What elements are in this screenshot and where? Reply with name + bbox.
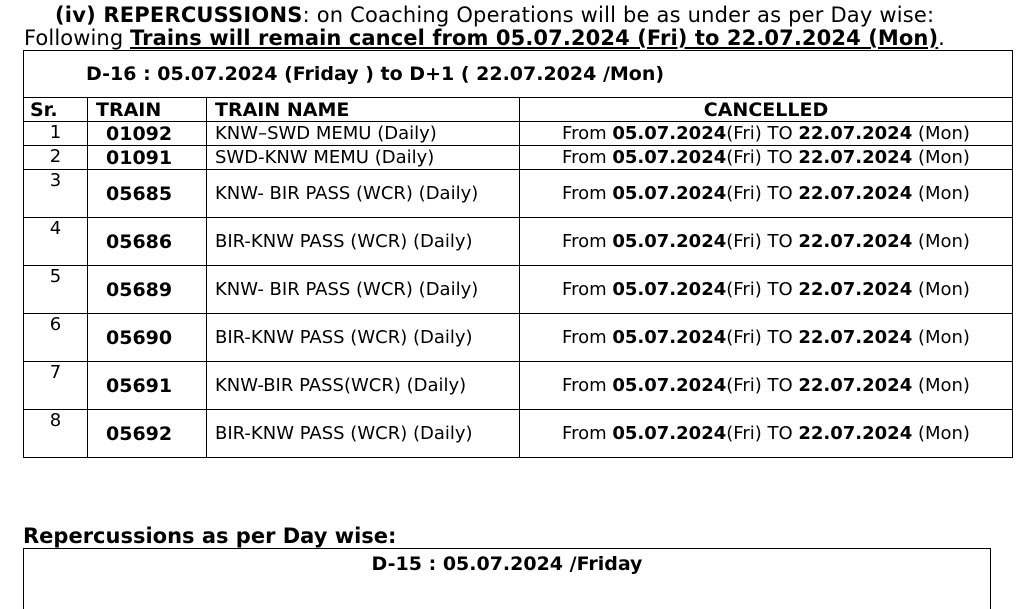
table-body [24,122,1013,458]
cell-sr: 8 [24,410,88,458]
cell-sr: 4 [24,218,88,266]
cell-cancelled [520,314,1013,362]
section-heading-rest: : on Coaching Operations will be as under as per Day wise: [302,3,935,27]
cancel-end-date: 22.07.2024 [798,123,913,144]
cell-train-number: 05686 [88,218,207,266]
table-row [24,362,1013,410]
cancel-end-day: (Mon) [912,279,970,300]
cell-train-name: KNW- BIR PASS (WCR) (Daily) [207,170,520,218]
day-wise-title: Repercussions as per Day wise: [23,524,397,548]
cell-cancelled [520,170,1013,218]
cell-sr: 5 [24,266,88,314]
col-header-train: TRAIN [88,98,207,122]
cell-sr: 1 [24,122,88,146]
cell-train-name: BIR-KNW PASS (WCR) (Daily) [207,410,520,458]
cancellation-table [23,50,1013,458]
cancel-end-day: (Mon) [912,327,970,348]
cancel-from: From [562,423,613,444]
cell-train-number: 05685 [88,170,207,218]
cancel-start-date: 05.07.2024 [612,279,727,300]
cancel-from: From [562,183,613,204]
cell-train-number: 05691 [88,362,207,410]
cancel-start-date: 05.07.2024 [612,231,727,252]
cancel-from: From [562,375,613,396]
cancel-start-date: 05.07.2024 [612,147,727,168]
intro-suffix: . [938,26,945,50]
cancel-start-date: 05.07.2024 [612,183,727,204]
cell-cancelled [520,410,1013,458]
cancel-end-date: 22.07.2024 [798,279,913,300]
cancel-mid: (Fri) TO [726,423,799,444]
cancel-start-date: 05.07.2024 [612,375,727,396]
cancel-end-date: 22.07.2024 [798,147,913,168]
cell-train-name: KNW- BIR PASS (WCR) (Daily) [207,266,520,314]
table-row [24,170,1013,218]
cell-train-name: BIR-KNW PASS (WCR) (Daily) [207,218,520,266]
cancel-from: From [562,231,613,252]
cancel-from: From [562,327,613,348]
cancel-from: From [562,123,613,144]
cancel-end-date: 22.07.2024 [798,231,913,252]
cancel-end-day: (Mon) [912,231,970,252]
table-row [24,410,1013,458]
cancel-mid: (Fri) TO [726,183,799,204]
col-header-train-name: TRAIN NAME [207,98,520,122]
cancel-start-date: 05.07.2024 [612,123,727,144]
cancel-mid: (Fri) TO [726,147,799,168]
cell-train-number: 05690 [88,314,207,362]
table-row [24,122,1013,146]
intro-underlined: Trains will remain cancel from 05.07.2024 (Fri) to 22.07.2024 (Mon) [130,26,939,50]
cancel-end-day: (Mon) [912,183,970,204]
cell-cancelled [520,266,1013,314]
intro-line [24,26,945,50]
col-header-sr: Sr. [24,98,88,122]
cancel-end-date: 22.07.2024 [798,423,913,444]
cancel-end-day: (Mon) [912,375,970,396]
cancel-end-day: (Mon) [912,147,970,168]
table-header-row [24,98,1013,122]
table-banner: D-16 : 05.07.2024 (Friday ) to D+1 ( 22.07.2024 /Mon) [24,51,1013,98]
day-wise-box-title: D-15 : 05.07.2024 /Friday [371,553,643,575]
table-row [24,314,1013,362]
cancel-end-day: (Mon) [912,423,970,444]
cancel-end-date: 22.07.2024 [798,183,913,204]
section-heading-bold: (iv) REPERCUSSIONS [55,3,303,27]
cell-train-number: 01091 [88,146,207,170]
cancel-from: From [562,147,613,168]
intro-prefix: Following [24,26,131,50]
cancel-mid: (Fri) TO [726,375,799,396]
cell-train-name: SWD-KNW MEMU (Daily) [207,146,520,170]
table-row [24,266,1013,314]
cell-sr: 2 [24,146,88,170]
day-wise-box [23,548,991,609]
cancel-end-date: 22.07.2024 [798,375,913,396]
cancel-from: From [562,279,613,300]
section-heading [55,3,934,27]
table-row [24,146,1013,170]
col-header-cancelled: CANCELLED [520,98,1013,122]
cell-sr: 3 [24,170,88,218]
table-row [24,218,1013,266]
cell-sr: 7 [24,362,88,410]
cell-train-number: 05689 [88,266,207,314]
cancel-end-date: 22.07.2024 [798,327,913,348]
cancel-mid: (Fri) TO [726,123,799,144]
cell-cancelled [520,362,1013,410]
cell-train-name: BIR-KNW PASS (WCR) (Daily) [207,314,520,362]
cancel-mid: (Fri) TO [726,279,799,300]
cell-cancelled [520,146,1013,170]
cell-train-number: 01092 [88,122,207,146]
cell-train-name: KNW–SWD MEMU (Daily) [207,122,520,146]
cancel-start-date: 05.07.2024 [612,327,727,348]
cancel-mid: (Fri) TO [726,327,799,348]
cell-cancelled [520,218,1013,266]
cell-sr: 6 [24,314,88,362]
cancel-end-day: (Mon) [912,123,970,144]
cancel-start-date: 05.07.2024 [612,423,727,444]
cell-train-name: KNW-BIR PASS(WCR) (Daily) [207,362,520,410]
table-banner-row [24,51,1013,98]
cell-cancelled [520,122,1013,146]
cell-train-number: 05692 [88,410,207,458]
cancel-mid: (Fri) TO [726,231,799,252]
